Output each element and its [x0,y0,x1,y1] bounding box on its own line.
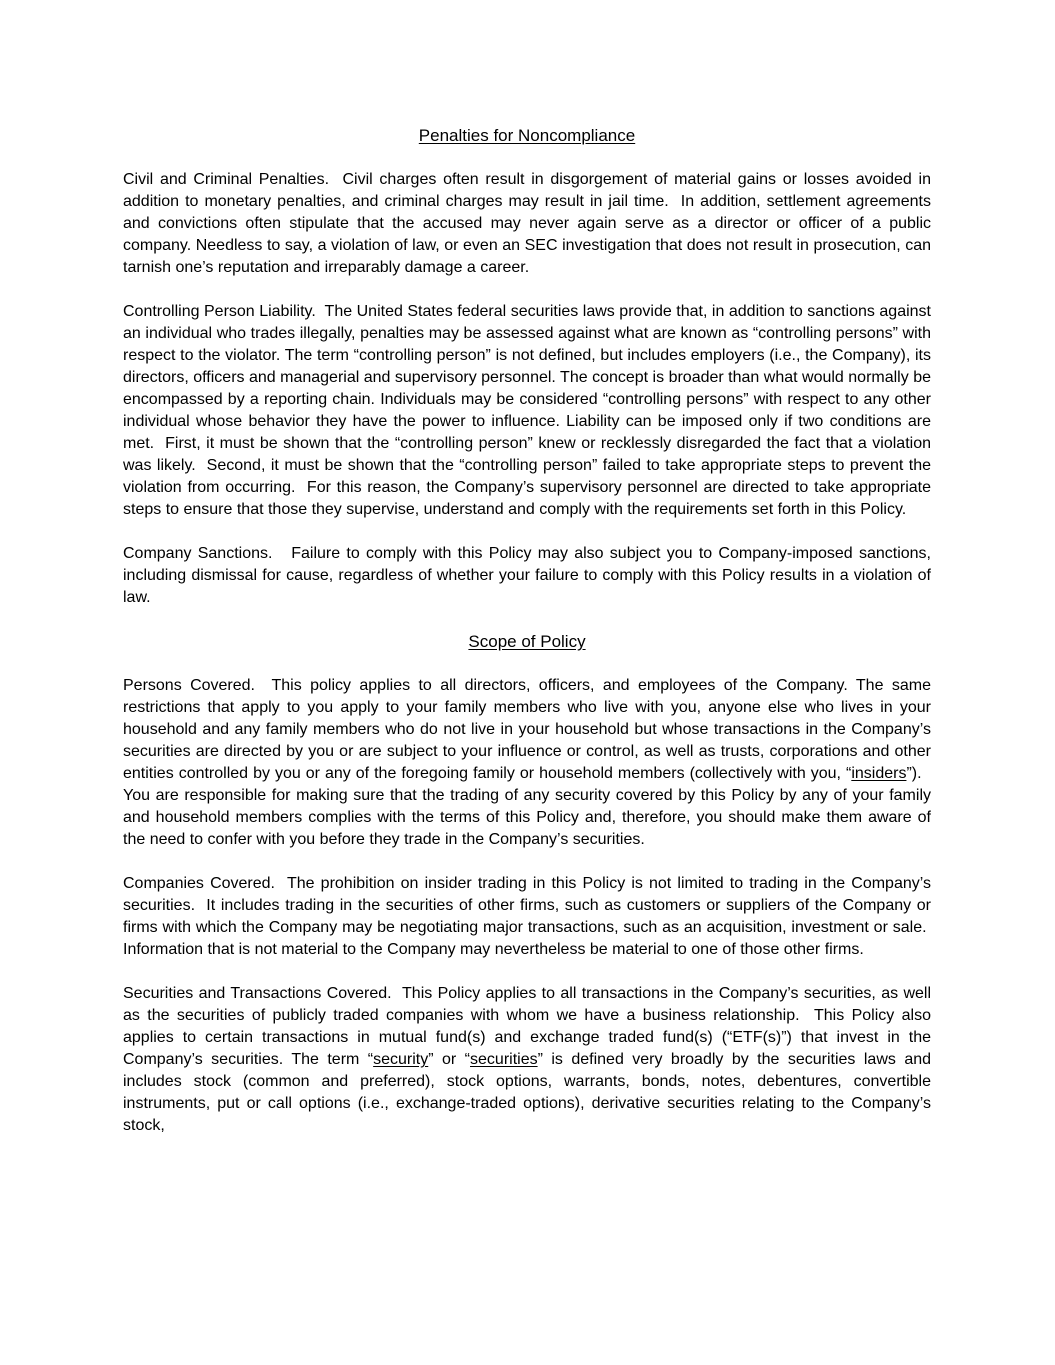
underlined-term-security: security [373,1051,429,1068]
paragraph-run: Securities and Transactions Covered. This Policy applies to all transactions in the Company’s securities, as well as the securities of publicly traded companies with whom we have a business relationship. This Policy also applies to certain transactions in mutual fund(s) and exchange traded fund(s) (“ETF(s)”) that invest in the Company’s securities. The term “ [123,985,931,1068]
paragraph-securities-and-transactions-covered [123,983,931,1137]
paragraph-run: ” is defined very broadly by the securities laws and includes stock (common and preferred), stock options, warrants, bonds, notes, debentures, convertible instruments, put or call options (i.e., exchange-traded options), derivative securities relating to the Company’s stock, [123,1051,932,1134]
section-heading-scope-of-policy [123,631,931,653]
paragraph-run: ”). You are responsible for making sure that the trading of any security covered by this Policy by any of your family and household members complies with the terms of this Policy and, therefore, you should make them aware of the need to confer with you before they trade in the Company’s securities. [123,765,931,848]
paragraph-run: Companies Covered. The prohibition on insider trading in this Policy is not limited to trading in the Company’s securities. It includes trading in the securities of other firms, such as customers or suppliers of the Company or firms with which the Company may be negotiating major transactions, such as an acquisition, investment or sale. Information that is not material to the Company may nevertheless be material to one of those other firms. [123,875,931,958]
paragraph-run: Civil and Criminal Penalties. Civil charges often result in disgorgement of material gains or losses avoided in addition to monetary penalties, and criminal charges may result in jail time. In addition, settlement agreements and convictions often stipulate that the accused may never again serve as a director or officer of a public company. Needless to say, a violation of law, or even an SEC investigation that does not result in prosecution, can tarnish one’s reputation and irreparably damage a career. [123,171,931,276]
section-heading-penalties-text: Penalties for Noncompliance [418,126,636,145]
paragraph-companies-covered [123,873,931,961]
paragraph-civil-and-criminal-penalties [123,169,931,279]
section-heading-scope-text: Scope of Policy [468,632,586,651]
paragraph-run: Controlling Person Liability. The United States federal securities laws provide that, in addition to sanctions against an individual who trades illegally, penalties may be assessed against what are known as “controlling persons” with respect to the violator. The term “controlling person” is not defined, but includes employers (i.e., the Company), its directors, officers and managerial and supervisory personnel. The concept is broader than what would normally be encompassed by a reporting chain. Individuals may be considered “controlling persons” with respect to any other individual whose behavior they have the power to influence. Liability can be imposed only if two conditions are met. First, it must be shown that the “controlling person” knew or recklessly disregarded the fact that a violation was likely. Second, it must be shown that the “controlling person” failed to take appropriate steps to prevent the violation from occurring. For this reason, the Company’s supervisory personnel are directed to take appropriate steps to ensure that those they supervise, understand and comply with the requirements set forth in this Policy. [123,303,931,518]
paragraph-persons-covered [123,675,931,851]
section-heading-penalties-for-noncompliance [123,125,931,147]
paragraph-run: ” or “ [428,1051,471,1068]
paragraph-run: Company Sanctions. Failure to comply with this Policy may also subject you to Company-imposed sanctions, including dismissal for cause, regardless of whether your failure to comply with this Policy results in a violation of law. [123,545,931,606]
underlined-term-securities: securities [470,1051,538,1068]
paragraph-run: Persons Covered. This policy applies to all directors, officers, and employees of the Company. The same restrictions that apply to you apply to your family members who live with you, anyone else who lives in your household and any family members who do not live in your household but whose transactions in the Company’s securities are directed by you or are subject to your influence or control, as well as trusts, corporations and other entities controlled by you or any of the foregoing family or household members (collectively with you, “ [123,677,931,782]
underlined-term-insiders: insiders [851,765,907,782]
paragraph-controlling-person-liability [123,301,931,521]
paragraph-company-sanctions [123,543,931,609]
